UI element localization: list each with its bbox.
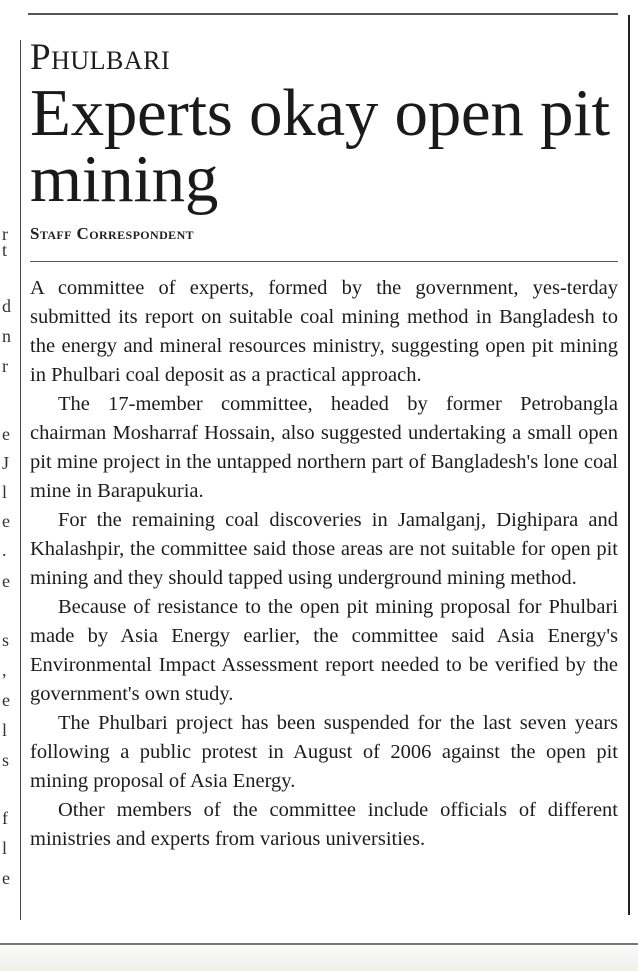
article-paragraph: The Phulbari project has been suspended for the last seven years following a public protest in August of 2006 against the open pit mining proposal of Asia Energy. (30, 712, 618, 792)
adjacent-column-fragments (0, 0, 12, 920)
fragment: l (2, 720, 8, 740)
fragment: f (2, 808, 8, 828)
fragment: J (2, 453, 10, 473)
fragment: e (2, 571, 10, 591)
fragment: r (2, 356, 8, 376)
fragment: l (2, 482, 8, 502)
article-byline: Staff Correspondent (30, 224, 195, 243)
fragment: s (2, 750, 10, 770)
fragment: e (2, 511, 10, 531)
article-body (30, 274, 618, 854)
top-rule (28, 13, 618, 15)
bottom-rule (0, 943, 638, 945)
article-paragraph: Other members of the committee include officials of different ministries and experts from various universities. (30, 799, 618, 850)
fragment: n (2, 326, 11, 346)
article-kicker: Phulbari (30, 37, 171, 78)
fragment: d (2, 296, 11, 316)
fragment: e (2, 424, 10, 444)
fragment: l (2, 838, 8, 858)
fragment: s (2, 630, 10, 650)
fragment: r (2, 224, 8, 244)
fragment: , (2, 660, 7, 680)
fragment: e (2, 690, 10, 710)
fragment: e (2, 868, 10, 888)
page-edge (0, 946, 638, 971)
article-paragraph: Because of resistance to the open pit mining proposal for Phulbari made by Asia Energy earlier, the committee said Asia Energy's Environmental Impact Assessment report needed to be verified by the government's own study. (30, 596, 618, 705)
fragment: . (2, 540, 7, 560)
fragment: t (2, 240, 8, 260)
article-paragraph: For the remaining coal discoveries in Jamalganj, Dighipara and Khalashpir, the committee said those areas are not suitable for open pit mining and they should tapped using underground mining method. (30, 509, 618, 589)
article-paragraph: A committee of experts, formed by the government, yes-terday submitted its report on suitable coal mining method in Bangladesh to the energy and mineral resources ministry, suggesting open pit mining in Phulbari coal deposit as a practical approach. (30, 277, 618, 386)
column-divider-left (20, 40, 21, 920)
byline-rule (30, 261, 618, 262)
article-headline: Experts okay open pit mining (30, 76, 610, 216)
article-paragraph: The 17-member committee, headed by former Petrobangla chairman Mosharraf Hossain, also suggested undertaking a small open pit mine project in the untapped northern part of Bangladesh's lone coal mine in Barapukuria. (30, 393, 618, 502)
column-divider-right (628, 15, 630, 915)
news-article (30, 37, 618, 850)
